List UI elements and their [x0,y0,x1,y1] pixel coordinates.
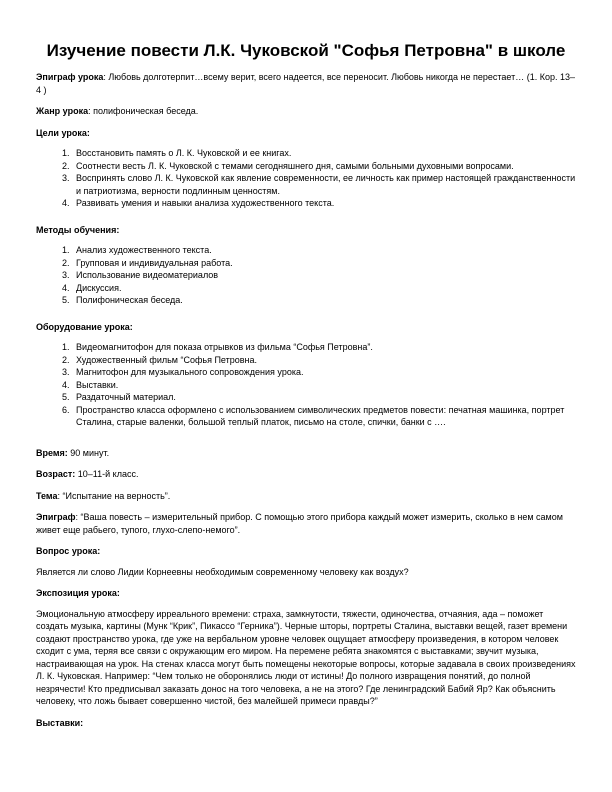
goals-list [36,147,576,210]
lesson-theme [36,490,576,503]
list-item: 4. Развивать умения и навыки анализа художественного текста. [72,197,576,210]
lesson-epigraph [36,71,576,96]
lesson-time-label: Время: [36,447,68,458]
list-item: 1. Восстановить память о Л. К. Чуковской и ее книгах. [72,147,576,160]
lesson-genre-label: Жанр урока [36,106,89,116]
epigraph [36,511,576,536]
list-item: 4. Дискуссия. [72,282,576,295]
lesson-age-text: 10–11-й класс. [75,469,139,479]
equipment-list [36,341,576,429]
question-text: Является ли слово Лидии Корнеевны необходимым современному человеку как воздух? [36,566,409,577]
list-item: 2. Групповая и индивидуальная работа. [72,257,576,270]
list-item: 5. Раздаточный материал. [72,391,576,404]
exposition-heading: Экспозиция урока: [36,588,120,598]
question-heading: Вопрос урока: [36,546,101,556]
list-item: 3. Магнитофон для музыкального сопровождения урока. [72,366,576,379]
exposition-text: Эмоциональную атмосферу ирреального времени: страха, замкнутости, тяжести, одиночества, отчаяния, ада – поможет создать музыка, картины (Мунк “Крик”, Пикассо “Герника”). Черные шторы, портреты Сталина, выставки вещей, газет времени создают пространство урока, где уже на вербальном уровне человек ощущает атмосферу произведения, в котором человек сходит с ума, теряя все связи с окружающим его миром. На перемене ребята знакомятся с выставками; звучит музыка, настраивающая на урок. На стенах класса могут быть помещены некоторые вопросы, которые задавала в своих произведениях Л. К. Чуковская. Например: “Чем только не оборонялись люди от истины! До полного извращения понятий, до полной незрячести! Кто предписывал заказать донос на того человека, а не на этого? Где ленинградский Бабий Яр? Как объяснить человеку, что ложь бывает совершенно чистой, без малейшей примеси правды?” [36,608,576,706]
epigraph-text: : “Ваша повесть – измерительный прибор. С помощью этого прибора каждый может измерить, сколько в нем самом живет еще рабьего, тупого, глухо-слепо-немого”. [36,512,563,535]
goals-heading: Цели урока: [36,127,90,138]
list-item: 1. Видеомагнитофон для показа отрывков из фильма “Софья Петровна”. [72,341,576,354]
lesson-age-label: Возраст: [36,469,76,479]
methods-heading: Методы обучения: [36,224,120,235]
lesson-genre-text: : полифоническая беседа. [88,106,199,116]
lesson-age [36,468,576,481]
list-item: 2. Художественный фильм “Софья Петровна. [72,354,576,367]
lesson-theme-text: : “Испытание на верность”. [57,490,171,501]
lesson-time [36,447,576,460]
methods-list [36,244,576,307]
document-page [36,40,576,737]
list-item: 3. Воспринять слово Л. К. Чуковской как явление современности, ее личность как пример настоящей гражданственности и патриотизма, верности подлинным ценностям. [72,172,576,197]
list-item: 4. Выставки. [72,379,576,392]
list-item: 3. Использование видеоматериалов [72,269,576,282]
lesson-epigraph-text: : Любовь долготерпит…всему верит, всего надеется, все переносит. Любовь никогда не перестает… (1. Кор. 13–4 ) [36,72,576,95]
list-item: 5. Полифоническая беседа. [72,294,576,307]
list-item: 2. Соотнести весть Л. К. Чуковской с темами сегодняшнего дня, самыми больными духовными вопросами. [72,160,576,173]
list-item: 6. Пространство класса оформлено с использованием символических предметов повести: печатная машинка, портрет Сталина, старые валенки, большой теплый платок, письмо на столе, спички, банки с …. [72,404,576,429]
epigraph-label: Эпиграф [36,512,76,522]
equipment-heading: Оборудование урока: [36,321,133,332]
lesson-genre [36,105,576,118]
exhibitions-heading: Выставки: [36,717,84,728]
lesson-epigraph-label: Эпиграф урока [36,72,104,82]
lesson-time-text: 90 минут. [67,447,110,458]
list-item: 1. Анализ художественного текста. [72,244,576,257]
page-title: Изучение повести Л.К. Чуковской "Софья Петровна" в школе [46,41,566,60]
lesson-theme-label: Тема [36,490,58,501]
